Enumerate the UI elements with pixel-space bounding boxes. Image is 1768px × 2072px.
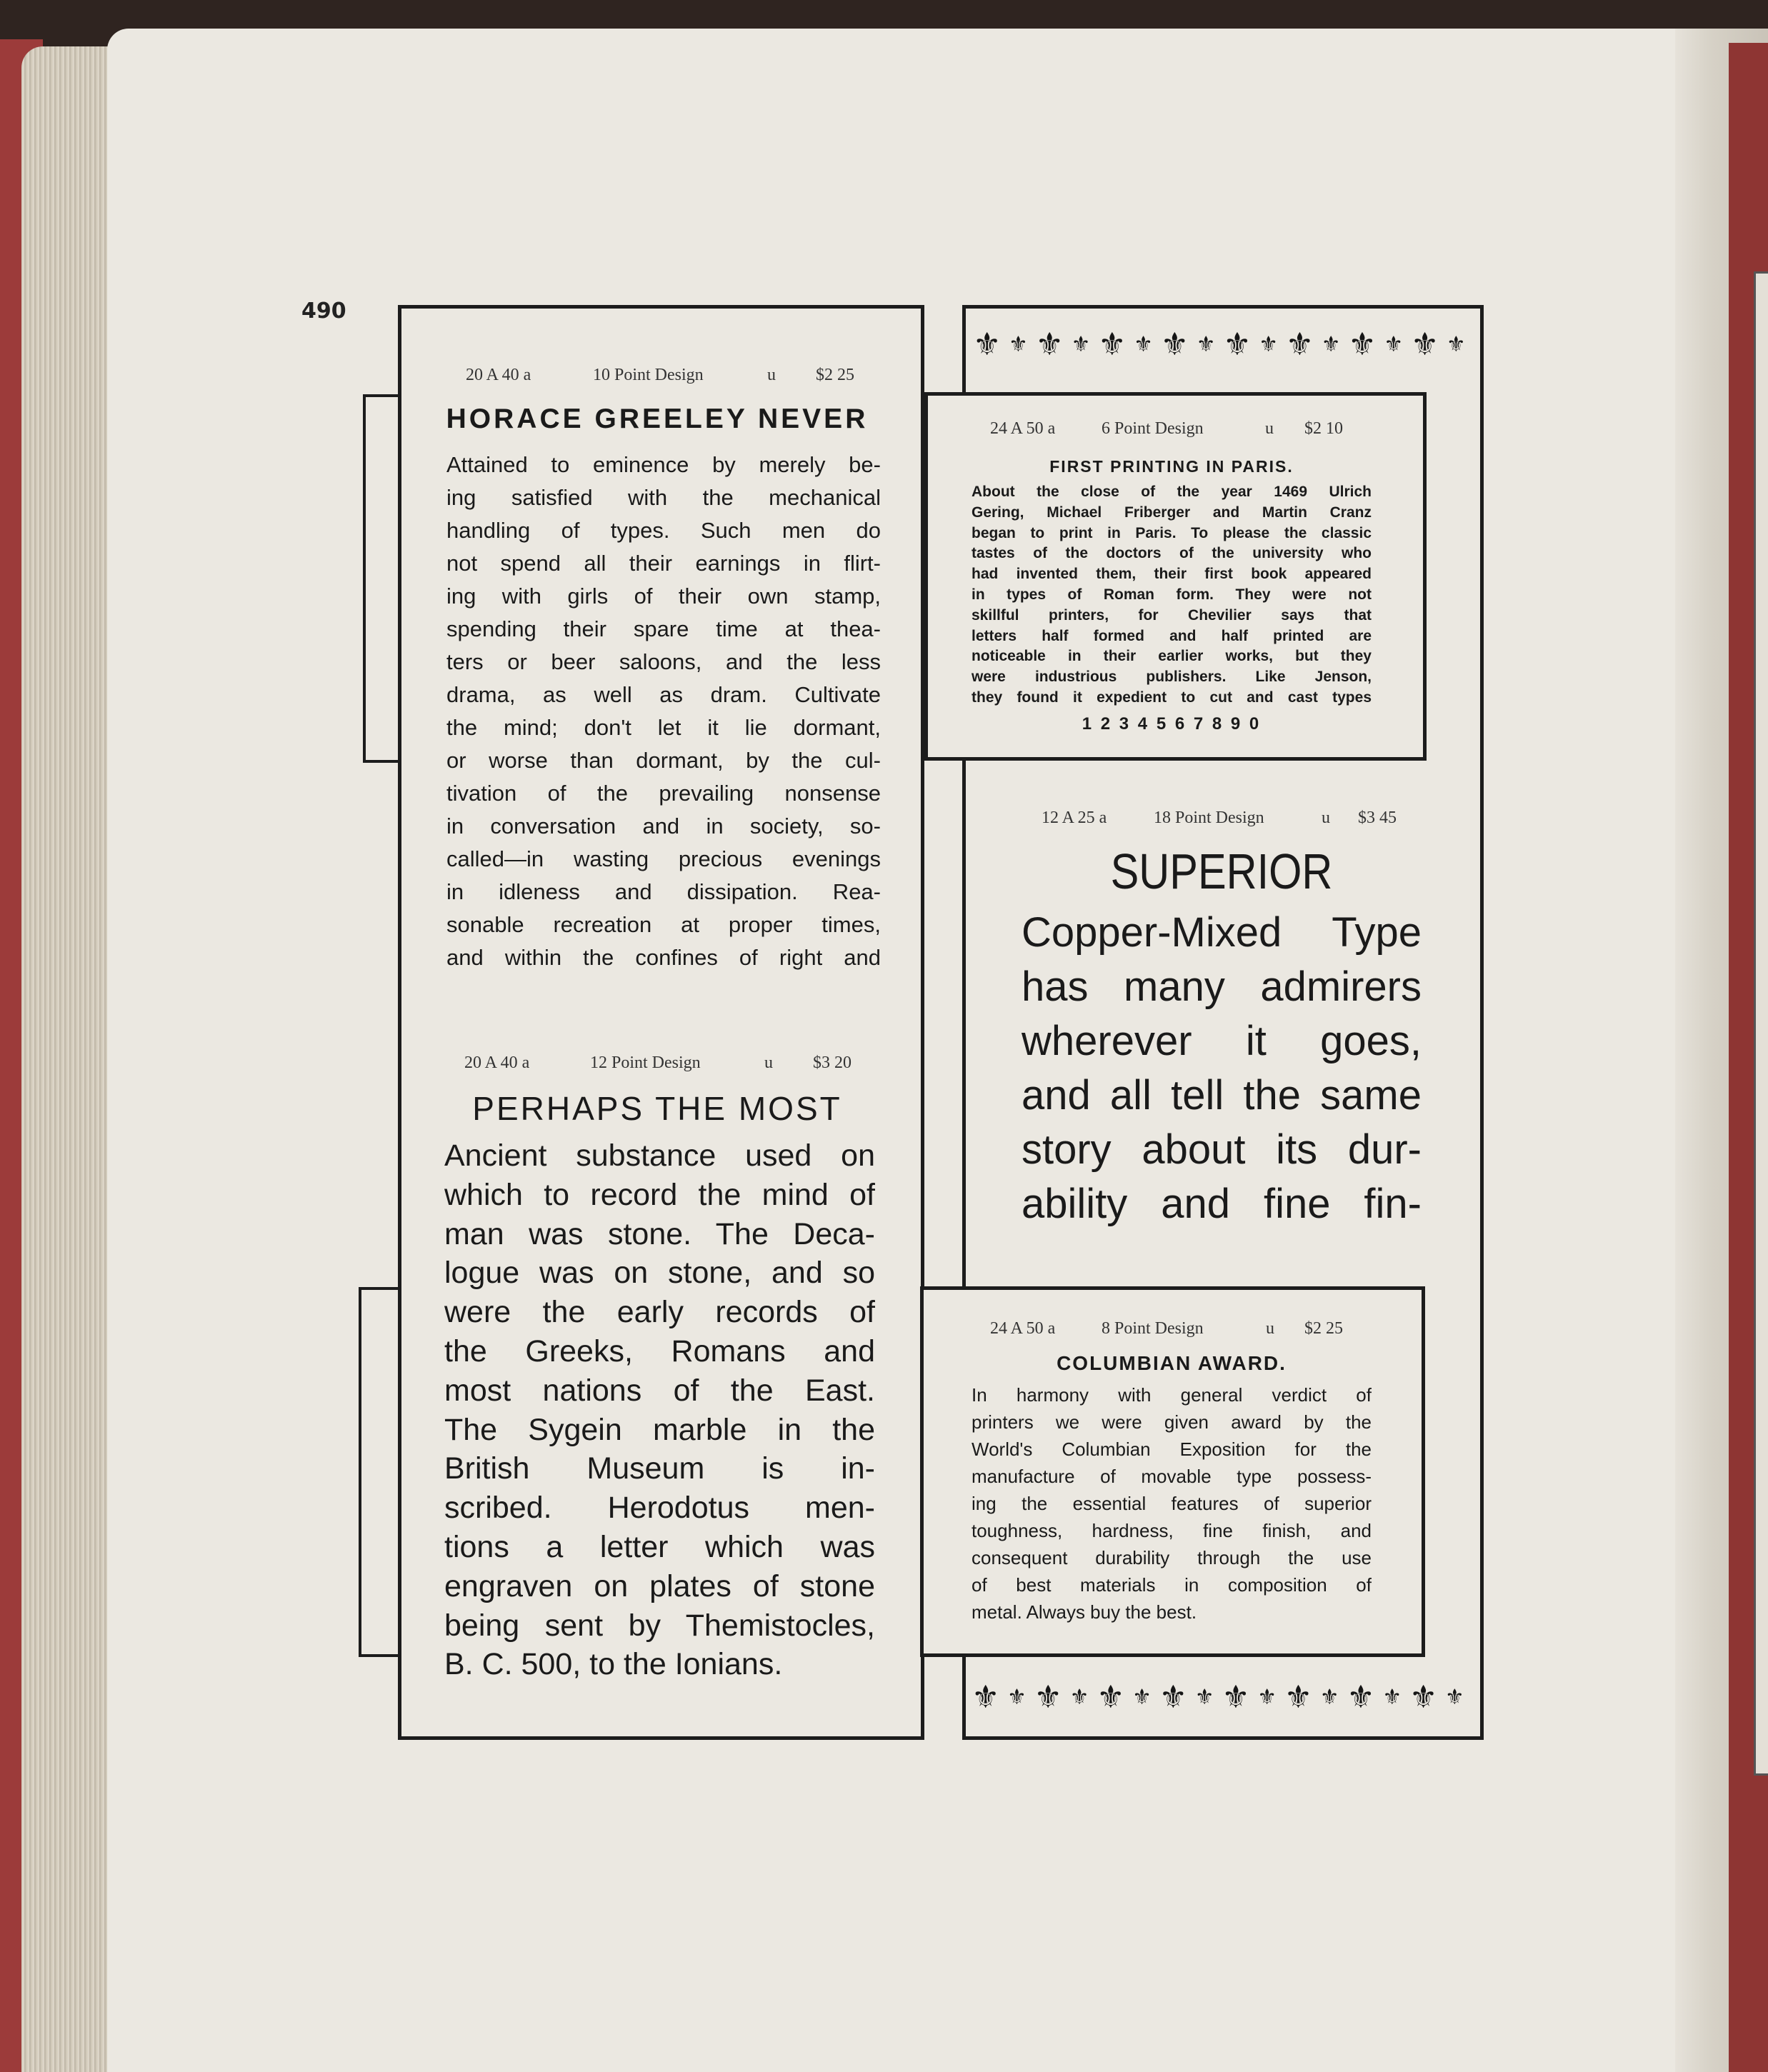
text-line: not spend all their earnings in flirt- (446, 551, 881, 576)
text-line: most nations of the East. (444, 1373, 875, 1408)
text-line: tivation of the prevailing nonsense (446, 781, 881, 806)
body-text-6pt (972, 482, 1372, 709)
fleur-de-lis-icon: ⚜ (1034, 1678, 1062, 1716)
body-text-8pt (972, 1381, 1372, 1626)
fleur-de-lis-icon: ⚜ (1035, 326, 1064, 363)
text-line: printers we were given award by the (972, 1411, 1372, 1433)
fleur-de-lis-icon: ⚜ (1347, 1678, 1375, 1716)
text-line: being sent by Themistocles, (444, 1608, 875, 1643)
spec-line-8pt (990, 1319, 1362, 1341)
spec-mark: u (1266, 1319, 1274, 1338)
heading-12pt: PERHAPS THE MOST (472, 1090, 842, 1127)
text-line: and within the confines of right and (446, 945, 881, 970)
text-line: engraven on plates of stone (444, 1568, 875, 1603)
heading-10pt: HORACE GREELEY NEVER (446, 404, 869, 434)
text-line: tastes of the doctors of the university who (972, 545, 1372, 562)
fleur-de-lis-icon: ⚜ (1319, 1684, 1339, 1710)
spec-price: $3 45 (1358, 809, 1397, 827)
fleur-de-lis-icon: ⚜ (1382, 1684, 1402, 1710)
left-bracket-bottom (359, 1287, 401, 1657)
spec-line-6pt (990, 419, 1362, 441)
text-line: scribed. Herodotus men- (444, 1491, 875, 1526)
fleur-de-lis-icon: ⚜ (972, 1678, 1000, 1716)
text-line: manufacture of movable type possess- (972, 1466, 1372, 1487)
fleur-de-lis-icon: ⚜ (1069, 1684, 1089, 1710)
text-line: which to record the mind of (444, 1177, 875, 1212)
text-line: drama, as well as dram. Cultivate (446, 682, 881, 707)
fleur-de-lis-icon: ⚜ (1007, 1684, 1027, 1710)
text-line: or worse than dormant, by the cul- (446, 748, 881, 773)
left-bracket-top (363, 394, 403, 763)
text-line: were the early records of (444, 1295, 875, 1330)
fleur-de-lis-icon: ⚜ (1009, 331, 1028, 357)
spec-design: 12 Point Design (590, 1053, 701, 1072)
spec-font-count: 20 A 40 a (464, 1053, 530, 1072)
text-line: called—in wasting precious evenings (446, 846, 881, 871)
text-line: the mind; don't let it lie dormant, (446, 715, 881, 740)
text-line: World's Columbian Exposition for the (972, 1438, 1372, 1460)
fleur-de-lis-icon: ⚜ (1410, 326, 1439, 363)
text-line: began to print in Paris. To please the classic (972, 524, 1372, 541)
body-text-12pt (444, 1136, 875, 1684)
spec-design: 10 Point Design (593, 366, 704, 384)
spec-design: 18 Point Design (1154, 809, 1264, 827)
text-line: ing the essential features of superior (972, 1493, 1372, 1514)
text-line: ing with girls of their own stamp, (446, 584, 881, 609)
fleur-de-lis-icon: ⚜ (1160, 326, 1189, 363)
body-text-10pt (446, 449, 881, 974)
spec-mark: u (1322, 809, 1330, 827)
text-line: The Sygein marble in the (444, 1412, 875, 1447)
fleur-de-lis-icon: ⚜ (1194, 1684, 1214, 1710)
text-line: toughness, hardness, fine finish, and (972, 1520, 1372, 1541)
spec-line-12pt (464, 1053, 864, 1075)
text-line: man was stone. The Deca- (444, 1216, 875, 1251)
text-line: story about its dur- (1022, 1126, 1422, 1173)
heading-6pt: FIRST PRINTING IN PARIS. (1049, 457, 1294, 476)
body-text-18pt (1022, 906, 1422, 1231)
text-line: skillful printers, for Chevilier says that (972, 606, 1372, 624)
text-line: ters or beer saloons, and the less (446, 649, 881, 674)
fleur-de-lis-icon: ⚜ (1071, 331, 1091, 357)
text-line: British Museum is in- (444, 1451, 875, 1486)
text-line: wherever it goes, (1022, 1018, 1422, 1064)
text-line: consequent durability through the use (972, 1547, 1372, 1568)
fleur-de-lis-icon: ⚜ (1384, 331, 1404, 357)
text-line: Gering, Michael Friberger and Martin Cranz (972, 504, 1372, 521)
text-line: has many admirers (1022, 964, 1422, 1010)
next-page-edge (1754, 271, 1768, 1776)
text-line: they found it expedient to cut and cast types (972, 689, 1372, 706)
numerals-6pt: 1 2 3 4 5 6 7 8 9 0 (1082, 714, 1262, 734)
spec-price: $2 25 (816, 366, 854, 384)
fleur-de-lis-icon: ⚜ (1097, 1678, 1125, 1716)
spec-font-count: 24 A 50 a (990, 1319, 1056, 1338)
text-line: In harmony with general verdict of (972, 1384, 1372, 1406)
fleur-de-lis-icon: ⚜ (1223, 326, 1252, 363)
text-line: ability and fine fin- (1022, 1181, 1422, 1227)
text-line: in conversation and in society, so- (446, 814, 881, 839)
text-line: B. C. 500, to the Ionians. (444, 1647, 783, 1682)
text-line: had invented them, their first book appeared (972, 566, 1372, 583)
ornament-row-top (973, 319, 1466, 370)
ornament-row-bottom (972, 1671, 1464, 1723)
fleur-de-lis-icon: ⚜ (1098, 326, 1127, 363)
fleur-de-lis-icon: ⚜ (1348, 326, 1377, 363)
text-line: logue was on stone, and so (444, 1256, 875, 1291)
spec-font-count: 12 A 25 a (1042, 809, 1107, 827)
text-line: sonable recreation at proper times, (446, 912, 881, 937)
text-line: letters half formed and half printed are (972, 627, 1372, 644)
spec-price: $2 10 (1304, 419, 1343, 438)
spec-design: 8 Point Design (1102, 1319, 1204, 1338)
text-line: of best materials in composition of (972, 1574, 1372, 1596)
spec-mark: u (767, 366, 776, 384)
spec-font-count: 20 A 40 a (466, 366, 531, 384)
fleur-de-lis-icon: ⚜ (1446, 331, 1466, 357)
text-line: ing satisfied with the mechanical (446, 485, 881, 510)
fleur-de-lis-icon: ⚜ (1159, 1678, 1188, 1716)
fleur-de-lis-icon: ⚜ (1409, 1678, 1438, 1716)
fleur-de-lis-icon: ⚜ (1285, 326, 1314, 363)
text-line: Ancient substance used on (444, 1138, 875, 1173)
fleur-de-lis-icon: ⚜ (1257, 1684, 1277, 1710)
text-line: noticeable in their earlier works, but they (972, 648, 1372, 665)
fleur-de-lis-icon: ⚜ (973, 326, 1002, 363)
page-number: 490 (301, 299, 346, 324)
text-line: were industrious publishers. Like Jenson, (972, 669, 1372, 686)
text-line: Copper-Mixed Type (1022, 909, 1422, 956)
text-line: handling of types. Such men do (446, 518, 881, 543)
fleur-de-lis-icon: ⚜ (1259, 331, 1279, 357)
spec-mark: u (1265, 419, 1274, 438)
fleur-de-lis-icon: ⚜ (1196, 331, 1216, 357)
text-line: tions a letter which was (444, 1529, 875, 1564)
text-line: About the close of the year 1469 Ulrich (972, 484, 1372, 500)
spec-mark: u (764, 1053, 773, 1072)
fleur-de-lis-icon: ⚜ (1444, 1684, 1464, 1710)
text-line: spending their spare time at thea- (446, 616, 881, 641)
text-line: and all tell the same (1022, 1072, 1422, 1118)
fleur-de-lis-icon: ⚜ (1134, 331, 1154, 357)
text-line: Attained to eminence by merely be- (446, 452, 881, 477)
text-line: metal. Always buy the best. (972, 1601, 1197, 1623)
text-line: in idleness and dissipation. Rea- (446, 879, 881, 904)
spec-price: $3 20 (813, 1053, 851, 1072)
fleur-de-lis-icon: ⚜ (1132, 1684, 1152, 1710)
fleur-de-lis-icon: ⚜ (1284, 1678, 1313, 1716)
spec-price: $2 25 (1304, 1319, 1343, 1338)
spec-line-18pt (1042, 809, 1413, 830)
spec-font-count: 24 A 50 a (990, 419, 1056, 438)
fleur-de-lis-icon: ⚜ (1321, 331, 1341, 357)
fleur-de-lis-icon: ⚜ (1222, 1678, 1250, 1716)
heading-8pt: COLUMBIAN AWARD. (1057, 1352, 1287, 1374)
text-line: the Greeks, Romans and (444, 1333, 875, 1368)
text-line: in types of Roman form. They were not (972, 586, 1372, 603)
spec-line-10pt (466, 366, 866, 387)
heading-18pt: SUPERIOR (1110, 844, 1333, 899)
spec-design: 6 Point Design (1102, 419, 1204, 438)
